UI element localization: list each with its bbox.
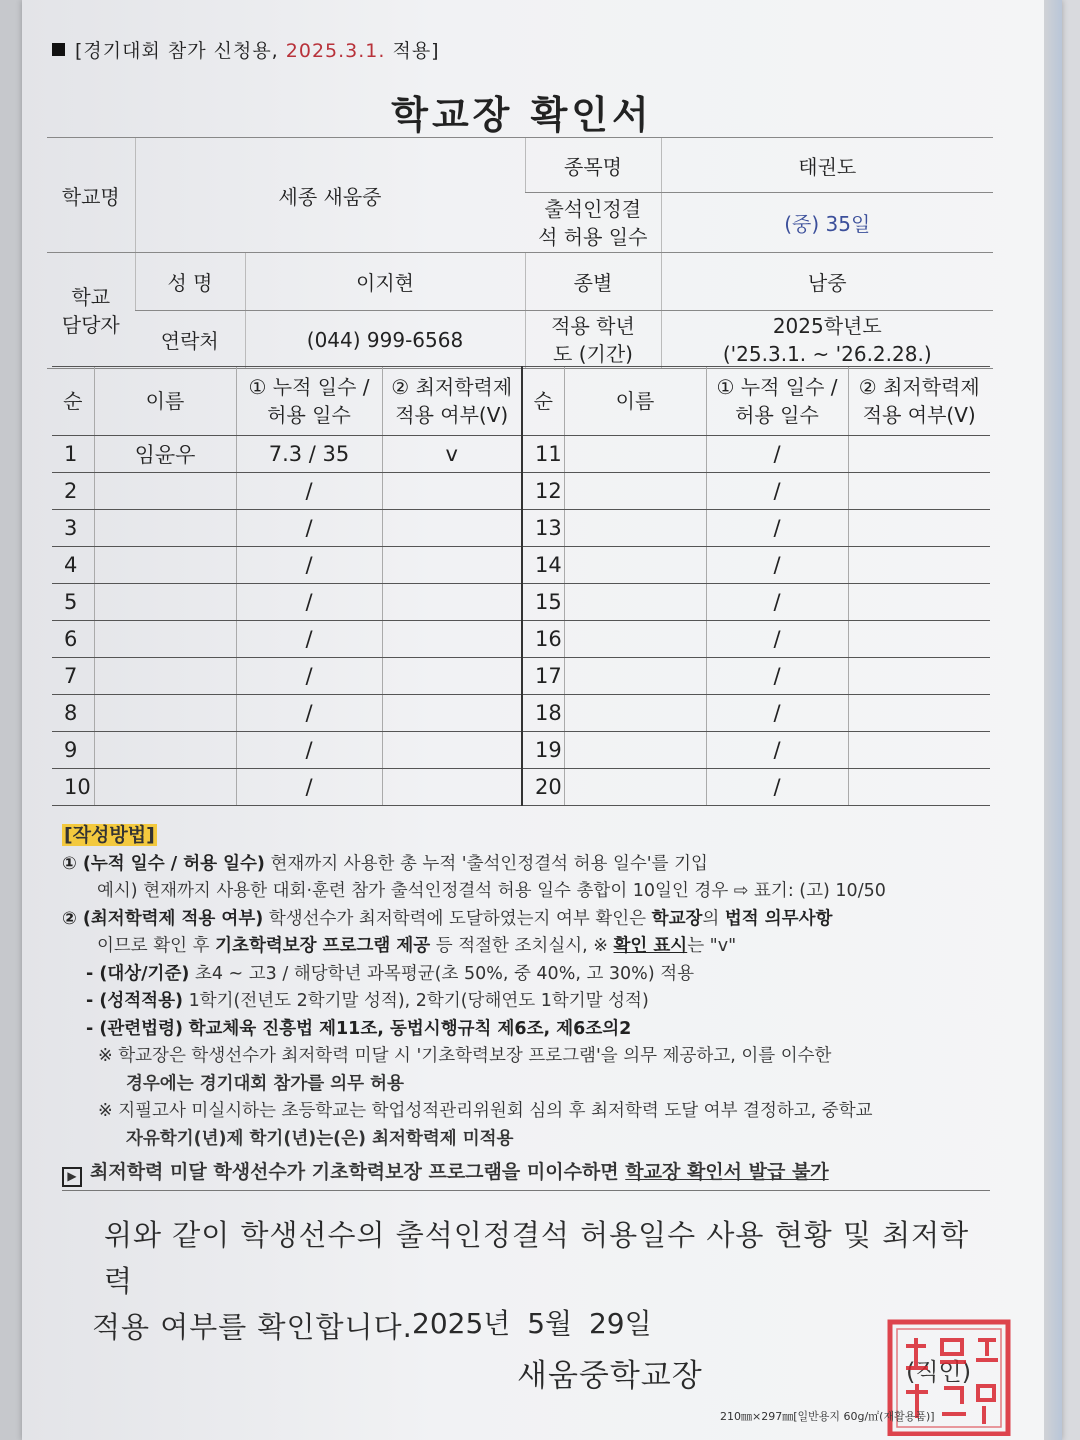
student-name: [94, 732, 236, 769]
table-row: [52, 436, 990, 473]
row-number: 11: [522, 436, 564, 473]
student-name: [564, 621, 706, 658]
school-label: 학교명: [47, 138, 135, 253]
student-name: [564, 436, 706, 473]
student-name: 임윤우: [94, 436, 236, 473]
days-value: /: [236, 547, 382, 584]
student-name: [564, 732, 706, 769]
square-bullet-icon: [52, 43, 65, 56]
sport-value: 태권도: [661, 138, 993, 193]
student-name: [94, 547, 236, 584]
student-name: [94, 658, 236, 695]
row-number: 4: [52, 547, 94, 584]
student-table: [52, 366, 990, 806]
check-value: [382, 584, 522, 621]
photo-edge: [0, 0, 22, 1440]
row-number: 20: [522, 769, 564, 806]
table-row: [52, 621, 990, 658]
student-name: [564, 658, 706, 695]
student-name: [564, 510, 706, 547]
table-row: [52, 584, 990, 621]
student-name: [94, 769, 236, 806]
col-header-name: 이름: [94, 367, 236, 436]
type-value: 남중: [661, 253, 993, 311]
days-value: /: [706, 658, 848, 695]
row-number: 19: [522, 732, 564, 769]
col-header-days: ① 누적 일수 / 허용 일수: [236, 367, 382, 436]
contact-group-label: 학교 담당자: [47, 253, 135, 369]
student-name: [564, 547, 706, 584]
name-value: 이지현: [245, 253, 525, 311]
days-value: /: [706, 547, 848, 584]
row-number: 7: [52, 658, 94, 695]
check-value: [848, 547, 990, 584]
check-value: [382, 732, 522, 769]
days-value: /: [236, 732, 382, 769]
col-header-no: 순: [522, 367, 564, 436]
row-number: 5: [52, 584, 94, 621]
absence-value: (중) 35일: [661, 193, 993, 253]
check-value: [382, 621, 522, 658]
student-name: [94, 695, 236, 732]
row-number: 18: [522, 695, 564, 732]
table-row: [52, 732, 990, 769]
divider: [62, 1190, 990, 1191]
check-value: [848, 473, 990, 510]
check-value: [382, 473, 522, 510]
col-header-name: 이름: [564, 367, 706, 436]
check-value: [382, 547, 522, 584]
row-number: 10: [52, 769, 94, 806]
year-value: 2025학년도 ('25.3.1. ~ '26.2.28.): [661, 311, 993, 369]
row-number: 2: [52, 473, 94, 510]
check-value: [848, 769, 990, 806]
col-header-check: ② 최저학력제 적용 여부(V): [848, 367, 990, 436]
row-number: 1: [52, 436, 94, 473]
student-name: [564, 584, 706, 621]
row-number: 6: [52, 621, 94, 658]
final-note: ▶ 최저학력 미달 학생선수가 기초학력보장 프로그램을 미이수하면 학교장 확인서 발급 불가: [62, 1159, 1002, 1187]
school-value: 세종 새움중: [135, 138, 525, 253]
days-value: 7.3 / 35: [236, 436, 382, 473]
check-value: [382, 510, 522, 547]
table-row: [52, 473, 990, 510]
days-value: /: [236, 584, 382, 621]
col-header-check: ② 최저학력제 적용 여부(V): [382, 367, 522, 436]
days-value: /: [706, 584, 848, 621]
days-value: /: [236, 621, 382, 658]
days-value: /: [706, 510, 848, 547]
col-header-days: ① 누적 일수 / 허용 일수: [706, 367, 848, 436]
absence-label: 출석인정결석 허용 일수: [525, 193, 661, 253]
check-value: [848, 510, 990, 547]
check-value: [848, 732, 990, 769]
issue-date: 2025년 5월 29일: [412, 1307, 652, 1340]
days-value: /: [236, 473, 382, 510]
check-value: [848, 584, 990, 621]
row-number: 3: [52, 510, 94, 547]
days-value: /: [706, 621, 848, 658]
days-value: /: [236, 510, 382, 547]
table-row: [52, 547, 990, 584]
paper-spec: 210㎜×297㎜[일반용지 60g/㎡(재활용품)]: [720, 1410, 935, 1423]
confirmation-text: 위와 같이 학생선수의 출석인정결석 허용일수 사용 현황 및 최저학력 적용 여부를 확인합니다.: [92, 1218, 970, 1344]
student-rows: [52, 436, 990, 806]
days-value: /: [706, 695, 848, 732]
days-value: /: [236, 769, 382, 806]
principal-title: 새움중학교장: [517, 1358, 703, 1394]
table-row: [52, 695, 990, 732]
document-title: 학교장 확인서: [391, 93, 653, 137]
student-name: [94, 584, 236, 621]
sport-label: 종목명: [525, 138, 661, 193]
student-name: [94, 621, 236, 658]
table-row: [52, 769, 990, 806]
table-row: [52, 658, 990, 695]
check-value: v: [382, 436, 522, 473]
row-number: 16: [522, 621, 564, 658]
check-value: [848, 436, 990, 473]
paper-edge-right: [1044, 0, 1062, 1440]
days-value: /: [706, 473, 848, 510]
table-row: [52, 510, 990, 547]
student-name: [94, 473, 236, 510]
row-number: 9: [52, 732, 94, 769]
days-value: /: [236, 695, 382, 732]
row-number: 14: [522, 547, 564, 584]
instructions-label: [작성방법]: [64, 824, 155, 846]
check-value: [848, 621, 990, 658]
days-value: /: [706, 436, 848, 473]
student-name: [94, 510, 236, 547]
check-value: [848, 658, 990, 695]
type-label: 종별: [525, 253, 661, 311]
instructions: [작성방법] ① (누적 일수 / 허용 일수) 현재까지 사용한 총 누적 '출석인정결석 허용 일수'를 기입 예시) 현재까지 사용한 대회·훈련 참가 출석인정결석 허용 일수 총합이 10일인 경우 ⇨ 표기: (고) 10/50 ② (최저학력제 적용 여부) 학생선수가 최저학력에 도달하였는지 여부 확인은 학교장의 법적 의무사항 이므로 확인 후 기초학력보장 프로그램 제공 등 적절한 조치실시, ※ 확인 표시는 "v" - (대상/기준) 초4 ~ 고3 / 해당학년 과목평균(초 50%, 중 40%, 고 30%) 적용 - (성적적용) 1학기(전년도 2학기말 성적), 2학기(당해연도 1학기말 성적) - (관련법령) 학교체육 진흥법 제11조, 동법시행규칙 제6조, 제6조의2 ※ 학교장은 학생선수가 최저학력 미달 시 '기초학력보장 프로그램'을 의무 제공하고, 이를 이수한 경우에는 경기대회 참가를 의무 허용 ※ 지필고사 미실시하는 초등학교는 학업성적관리위원회 심의 후 최저학력 도달 여부 결정하고, 중학교 자유학기(년)제 학기(년)는(은) 최저학력제 미적용 ▶ 최저학력 미달 학생선수가 기초학력보장 프로그램을 미이수하면 학교장 확인서 발급 불가: [62, 822, 1002, 1187]
check-value: [848, 695, 990, 732]
row-number: 17: [522, 658, 564, 695]
days-value: /: [236, 658, 382, 695]
student-name: [564, 473, 706, 510]
phone-value: (044) 999-6568: [245, 311, 525, 369]
row-number: 12: [522, 473, 564, 510]
seal-mark-label: (직인): [906, 1358, 972, 1386]
student-name: [564, 695, 706, 732]
check-value: [382, 695, 522, 732]
year-label: 적용 학년도 (기간): [525, 311, 661, 369]
student-name: [564, 769, 706, 806]
header-date: 2025.3.1.: [285, 40, 386, 62]
days-value: /: [706, 769, 848, 806]
days-value: /: [706, 732, 848, 769]
row-number: 15: [522, 584, 564, 621]
check-value: [382, 769, 522, 806]
check-value: [382, 658, 522, 695]
col-header-no: 순: [52, 367, 94, 436]
info-table: [47, 137, 993, 369]
row-number: 8: [52, 695, 94, 732]
arrow-box-icon: ▶: [62, 1167, 82, 1187]
name-label: 성 명: [135, 253, 245, 311]
form-header: [경기대회 참가 신청용, 2025.3.1. 적용]: [52, 36, 440, 63]
phone-label: 연락처: [135, 311, 245, 369]
document-page: [22, 0, 1062, 1440]
row-number: 13: [522, 510, 564, 547]
